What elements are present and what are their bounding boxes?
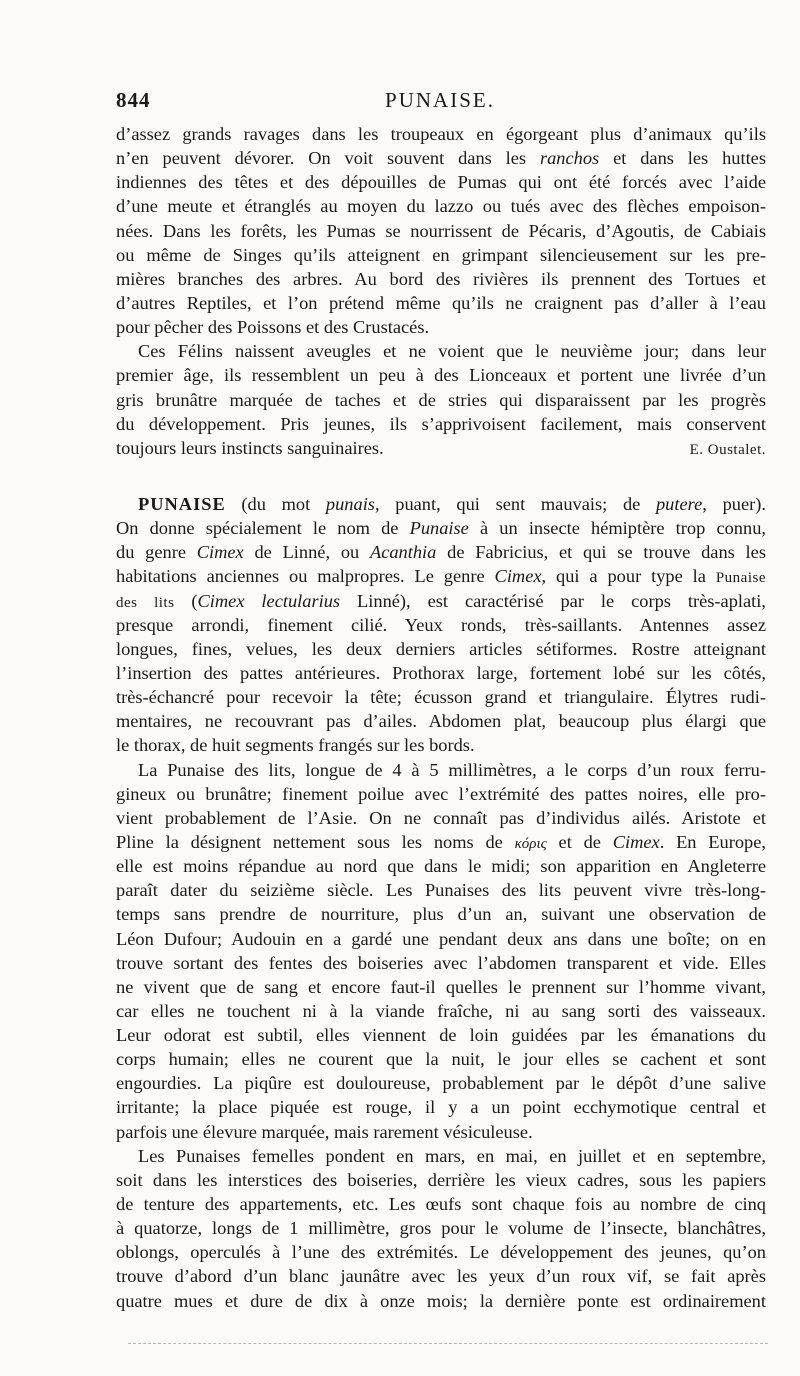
text-line: longues, fines, velues, les deux derniers articles sétiformes. Rostre atteignant [116, 638, 766, 659]
text-line: elle est moins répandue au nord que dans le midi; son apparition en Angleterre [116, 856, 766, 877]
text-line: de tenture des appartements, etc. Les œufs sont chaque fois au nombre de cinq [116, 1194, 766, 1215]
text-line [116, 516, 766, 540]
text-line: d’autres Reptiles, et l’on prétend même qu’ils ne craignent pas d’aller à l’eau [116, 292, 766, 313]
text-line: La Punaise des lits, longue de 4 à 5 millimètres, a le corps d’un roux ferru- [138, 759, 766, 780]
text-fragment: et de [546, 831, 613, 852]
text-fragment: du genre [116, 542, 197, 563]
text-line [116, 564, 766, 588]
article-gap [116, 460, 766, 492]
text-line [116, 146, 766, 170]
text-fragment: (du mot [225, 493, 326, 514]
text-line: soit dans les interstices des boiseries, derrière les vieux cadres, sous les papiers [116, 1169, 766, 1190]
text-line: corps humain; elles ne courent que la nuit, le jour elles se cachent et sont [116, 1049, 766, 1070]
text-line: paraît dater du seizième siècle. Les Punaises des lits peuvent vivre très-long- [116, 880, 766, 901]
text-line: quatre mues et dure de dix à onze mois; la dernière ponte est ordinairement [116, 1290, 766, 1311]
text-line: gineux ou brunâtre; finement poilue avec l’extrémité des pattes noires, elle pro- [116, 783, 766, 804]
article-punaise-paragraph-3 [116, 1144, 766, 1313]
text-line: à quatorze, longs de 1 millimètre, gros pour le volume de l’insecte, blanchâtres, [116, 1218, 766, 1239]
text-line: l’insertion des pattes antérieures. Prothorax large, fortement lobé sur les côtés, [116, 662, 766, 683]
article-puma-paragraph-1 [116, 122, 766, 339]
page-header [116, 88, 764, 118]
text-line: d’une meute et étranglés au moyen du lazzo ou tués avec des flèches empoison- [116, 196, 766, 217]
text-line: vient probablement de l’Asie. On ne connaît pas d’individus ailés. Aristote et [116, 807, 766, 828]
text-fragment: et dans les huttes [599, 148, 766, 169]
text-line: mentaires, ne recouvrant pas d’ailes. Abdomen plat, beaucoup plus élargi que [116, 711, 766, 732]
small-caps-term: Punaise [715, 570, 766, 587]
text-fragment: habitations anciennes ou malpropres. Le genre [116, 566, 495, 587]
text-fragment: , puant, qui sent mauvais; de [374, 493, 656, 514]
italic-term: punais [325, 493, 375, 514]
text-line: très-échancré pour recevoir la tête; écusson grand et triangulaire. Élytres rudi- [116, 687, 766, 708]
text-line [116, 436, 766, 460]
text-fragment: ( [174, 590, 198, 611]
text-line: mières branches des arbres. Au bord des rivières ils prennent des Tortues et [116, 268, 766, 289]
text-line: premier âge, ils ressemblent un peu à des Lionceaux et portent une livrée d’un [116, 365, 766, 386]
text-line: engourdies. La piqûre est douloureuse, probablement par le dépôt d’une salive [116, 1073, 766, 1094]
text-line: trouve d’abord d’un blanc jaunâtre avec les yeux d’un roux vif, se fait après [116, 1266, 766, 1287]
page-number: 844 [116, 88, 151, 112]
text-line: pour pêcher des Poissons et des Crustacés. [116, 317, 430, 338]
text-line: indiennes des têtes et des dépouilles de Pumas qui ont été forcés avec l’aide [116, 172, 766, 193]
italic-term: Cimex [196, 542, 244, 563]
text-line: trouve sortant des fentes des boiseries avec l’abdomen transparent et vide. Elles [116, 952, 766, 973]
text-fragment: , puer). [702, 493, 766, 514]
text-line [116, 492, 766, 516]
text-line: le thorax, de huit segments frangés sur les bords. [116, 735, 475, 756]
text-line: d’assez grands ravages dans les troupeaux en égorgeant plus d’animaux qu’ils [116, 124, 766, 144]
text-line [116, 830, 766, 854]
italic-term: Cimex lectularius [197, 590, 341, 611]
text-line: ou même de Singes qu’ils atteignent en grimpant silencieusement sur les pre- [116, 244, 766, 265]
body-text [116, 122, 766, 1313]
text-line: temps sans prendre de nourriture, plus d’un an, suivant une observation de [116, 904, 766, 925]
text-line: gris brunâtre marquée de taches et de stries qui disparaissent par les progrès [116, 389, 766, 410]
italic-term: ranchos [539, 148, 600, 169]
text-line: nées. Dans les forêts, les Pumas se nourrissent de Pécaris, d’Agoutis, de Cabiais [116, 220, 766, 241]
text-fragment: . En Europe, [659, 831, 766, 852]
italic-term: Cimex [612, 831, 660, 852]
text-fragment: n’en peuvent dévorer. On voit souvent dans les [116, 148, 540, 169]
author-name: E. Oustalet. [689, 441, 766, 458]
article-headword: PUNAISE [138, 493, 226, 514]
text-fragment: de Fabricius, et qui se trouve dans les [436, 542, 766, 563]
text-line: oblongs, operculés à l’une des extrémités. Le développement des jeunes, qu’on [116, 1242, 766, 1263]
running-head: PUNAISE. [385, 88, 495, 112]
article-punaise-paragraph-2 [116, 758, 766, 1144]
italic-term: Cimex [494, 566, 542, 587]
greek-term: κόρις [514, 835, 547, 852]
text-fragment: à un insecte hémiptère trop connu, [468, 518, 766, 539]
text-line [116, 589, 766, 613]
text-fragment: toujours leurs instincts sanguinaires. [116, 437, 384, 458]
text-fragment: Pline la désignent nettement sous les noms de [116, 831, 515, 852]
italic-term: putere [655, 493, 703, 514]
text-line: Ces Félins naissent aveugles et ne voient que le neuvième jour; dans leur [138, 341, 766, 362]
article-punaise-paragraph-1 [116, 492, 766, 758]
text-line: ne vivent que de sang et encore faut-il quelles le prennent sur l’homme vivant, [116, 976, 766, 997]
text-line: Leur odorat est subtil, elles viennent de loin guidées par les émanations du [116, 1025, 766, 1046]
text-fragment: On donne spécialement le nom de [116, 518, 410, 539]
text-line: du développement. Pris jeunes, ils s’apprivoisent facilement, mais conservent [116, 413, 766, 434]
text-line: parfois une élevure marquée, mais rarement vésiculeuse. [116, 1121, 533, 1142]
text-line: irritante; la place piquée est rouge, il y a un point ecchymotique central et [116, 1097, 766, 1118]
text-fragment: de Linné, ou [243, 542, 370, 563]
text-line [116, 540, 766, 564]
text-line: presque arrondi, finement cilié. Yeux ronds, très-saillants. Antennes assez [116, 614, 766, 635]
text-fragment: , qui a pour type la [541, 566, 716, 587]
author-signature [690, 436, 766, 462]
text-line: Léon Dufour; Audouin en a gardé une pendant deux ans dans une boîte; on en [116, 928, 766, 949]
text-line: Les Punaises femelles pondent en mars, en mai, en juillet et en septembre, [138, 1145, 766, 1166]
small-caps-term: des lits [116, 594, 175, 611]
footer-rule [128, 1343, 768, 1344]
italic-term: Acanthia [369, 542, 437, 563]
italic-term: Punaise [409, 518, 469, 539]
article-puma-paragraph-2 [116, 339, 766, 460]
text-fragment: Linné), est caractérisé par le corps très-aplati, [340, 590, 767, 611]
text-line: car elles ne touchent ni à la viande fraîche, ni au sang sorti des vaisseaux. [116, 1000, 766, 1021]
